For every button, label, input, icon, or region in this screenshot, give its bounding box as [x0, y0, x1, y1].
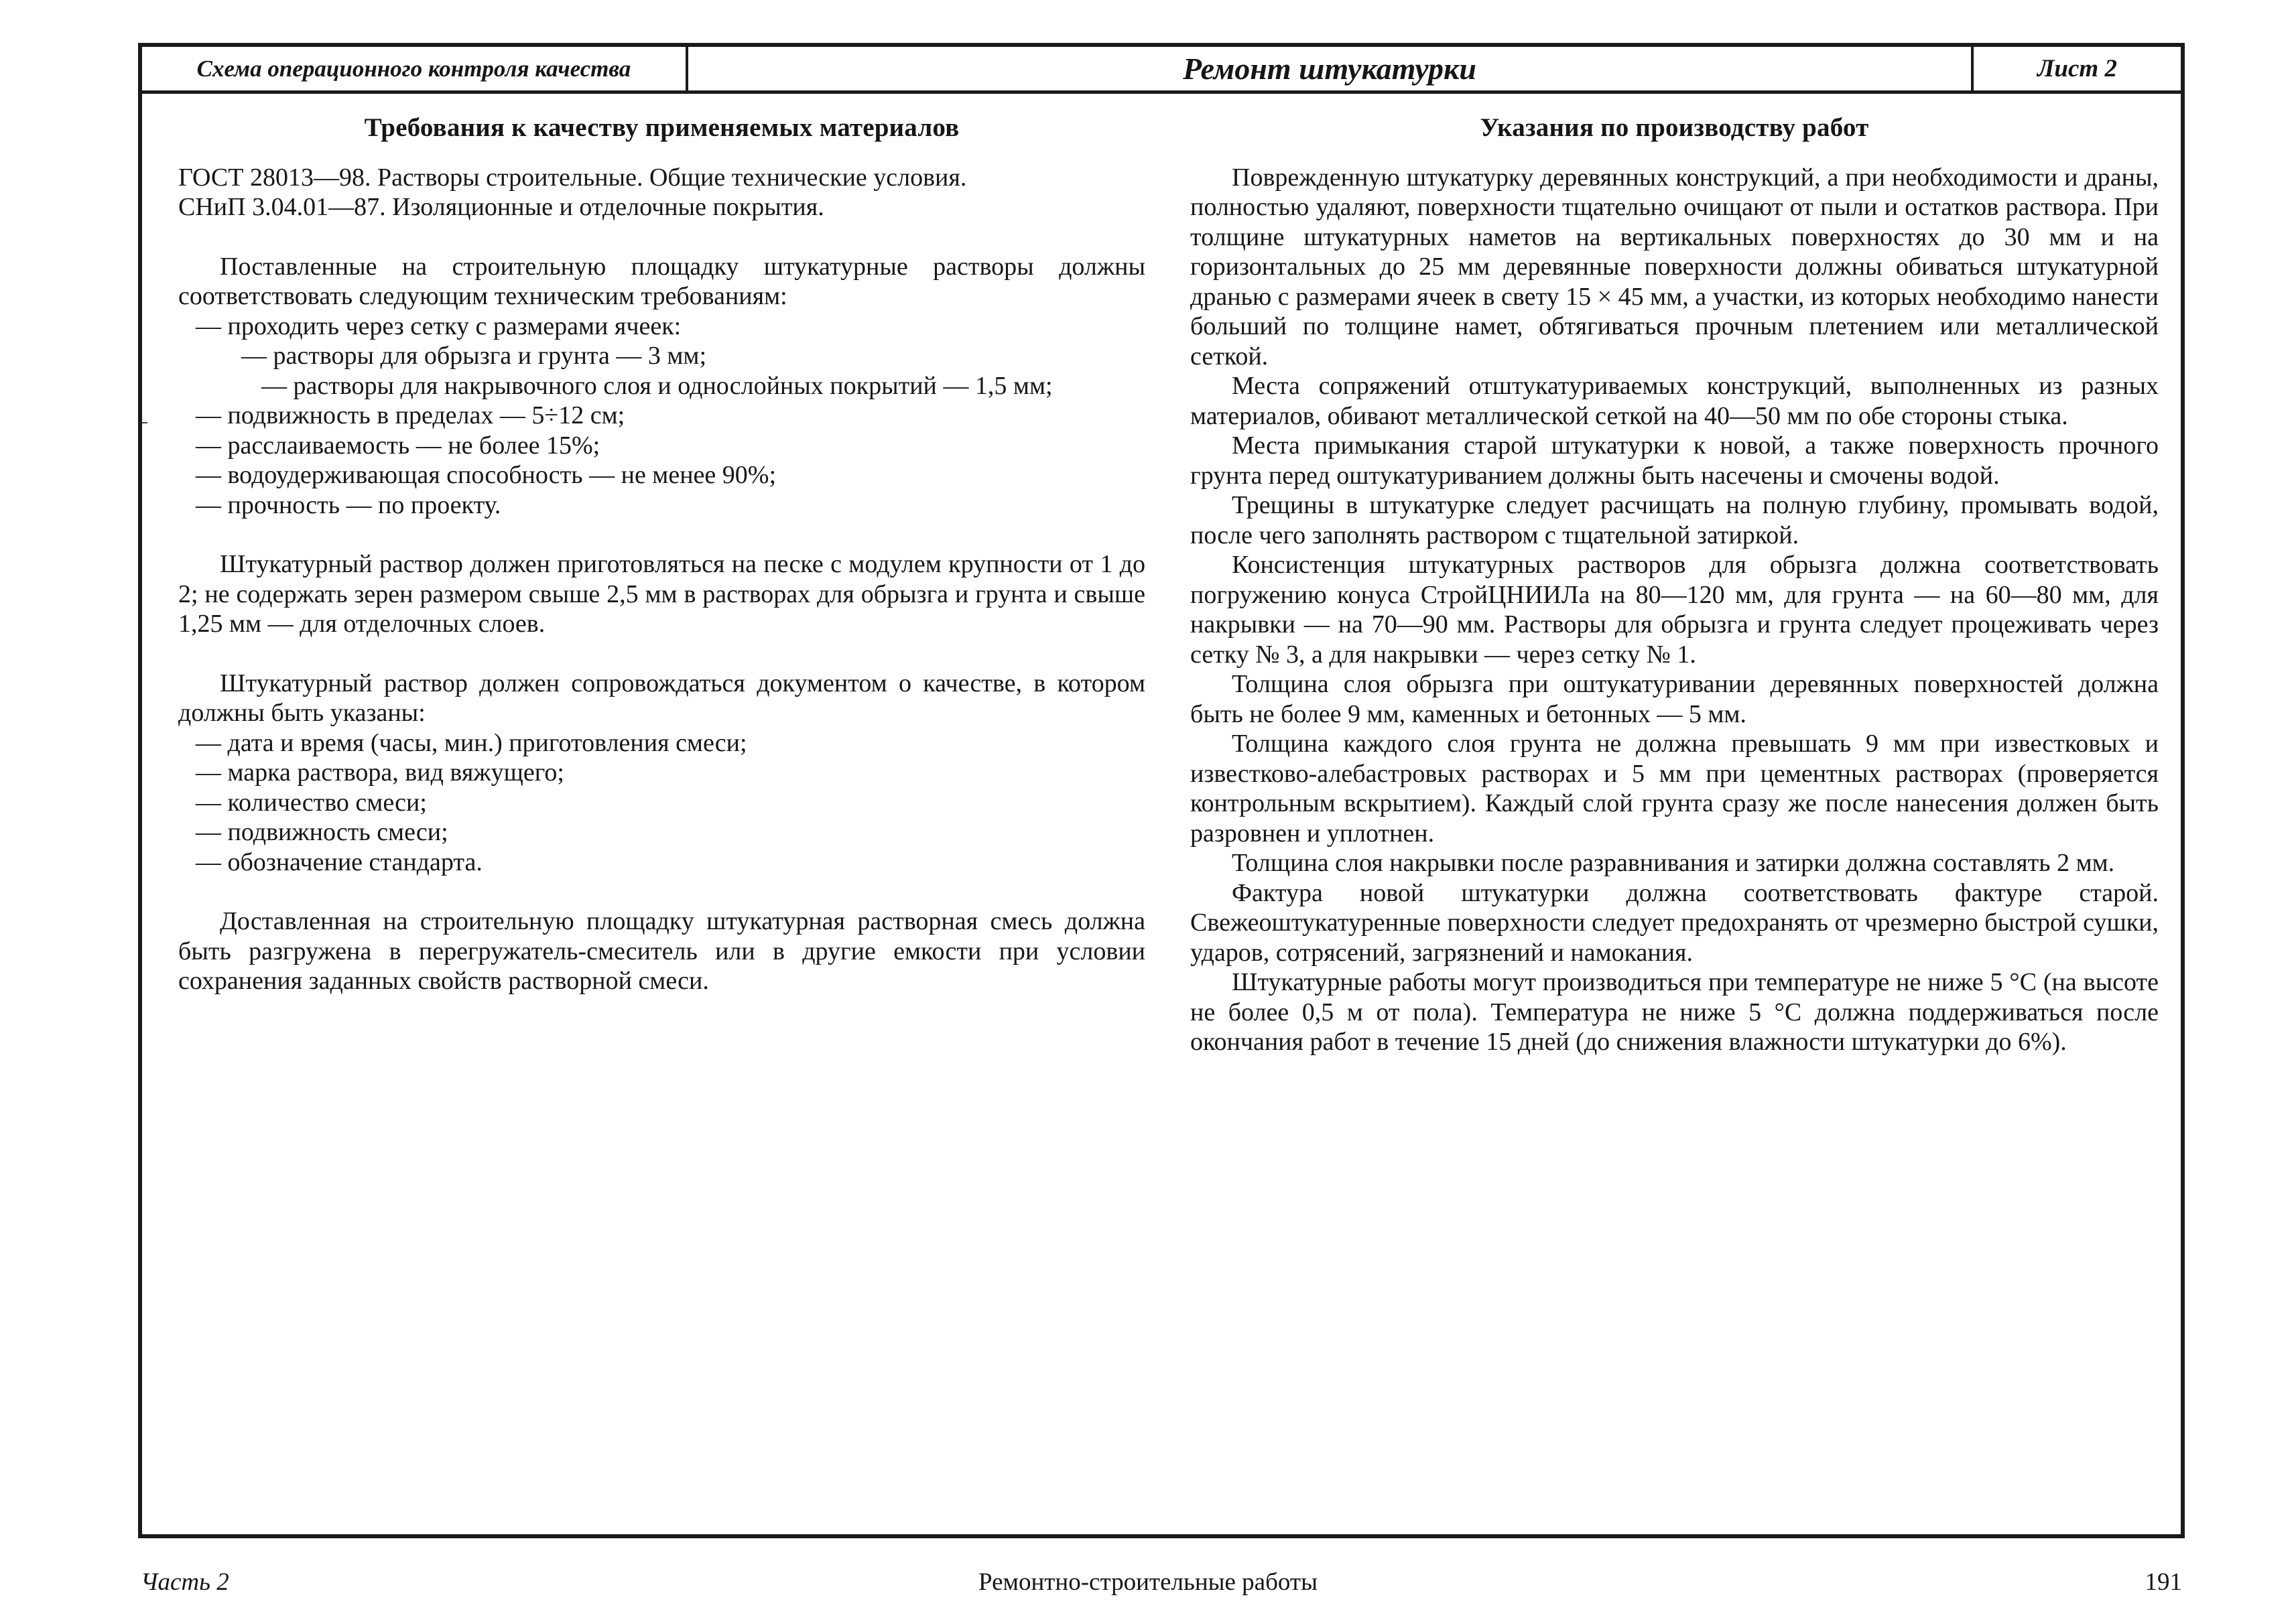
standard-snip: СНиП 3.04.01—87. Изоляционные и отделочные покрытия. [178, 193, 824, 222]
delivery-requirement: Доставленная на строительную площадку штукатурная растворная смесь должна быть разгружена в перегружатель-смеситель или в другие емкости при условии сохранения заданных свойств растворной смеси. [178, 907, 1145, 996]
page-number: 191 [2145, 1568, 2182, 1596]
requirement-sieve-sub-1: — растворы для обрызга и грунта — 3 мм; [241, 342, 707, 370]
quality-document-intro: Штукатурный раствор должен сопровождаться документом о качестве, в котором должны быть указаны: [178, 669, 1145, 728]
instruction-paragraph: Консистенция штукатурных растворов для обрызга должна соответствовать погружению конуса СтройЦНИИЛа на 80—120 мм, для грунта — на 60—80 мм, для накрывки — на 70—90 мм. Растворы для обрызга и грунта следует процеживать через сетку № 3, а для накрывки — через сетку № 1. [1190, 551, 2159, 669]
document-item: — обозначение стандарта. [196, 848, 483, 876]
requirement-item: — водоудерживающая способность — не менее 90%; [196, 461, 777, 490]
page-frame [138, 43, 2185, 1538]
instruction-paragraph: Трещины в штукатурке следует расчищать на полную глубину, промывать водой, после чего заполнять раствором с тщательной затиркой. [1190, 491, 2159, 549]
instruction-paragraph: Поврежденную штукатурку деревянных конструкций, а при необходимости и драны, полностью удаляют, поверхности тщательно очищают от пыли и остатков раствора. При толщине штукатурных наметов на вертикальных поверхностях до 30 мм и на горизонтальных до 25 мм деревянные поверхности должны обиваться штукатурной дранью с размерами ячеек в свету 15 × 45 мм, а участки, из которых необходимо нанести больший по толщине намет, обтягиваться прочным плетением или металлической сеткой. [1190, 163, 2159, 370]
requirement-sieve-sub-2: — растворы для накрывочного слоя и однослойных покрытий — 1,5 мм; [261, 371, 1053, 400]
footer-part: Часть 2 [141, 1568, 229, 1596]
work-instructions-heading: Указания по производству работ [1480, 113, 1869, 142]
footer-section-title: Ремонтно-строительные работы [978, 1568, 1318, 1596]
work-instructions-column [1190, 114, 2159, 1057]
standard-gost: ГОСТ 28013—98. Растворы строительные. Общие технические условия. [178, 163, 967, 192]
instruction-paragraph: Толщина слоя обрызга при оштукатуривании деревянных поверхностей должна быть не более 9 мм, каменных и бетонных — 5 мм. [1190, 670, 2159, 728]
header-title: Ремонт штукатурки [1183, 52, 1476, 86]
header-sheet-number: Лист 2 [1971, 47, 2181, 90]
document-item: — марка раствора, вид вяжущего; [196, 758, 564, 787]
requirement-item: — расслаиваемость — не более 15%; [196, 431, 600, 460]
instruction-paragraph: Места сопряжений отштукатуриваемых конструкций, выполненных из разных материалов, обивают металлической сеткой на 40—50 мм по обе стороны стыка. [1190, 372, 2159, 430]
requirement-sieve: — проходить через сетку с размерами ячеек: [196, 312, 682, 340]
instruction-paragraph: Толщина слоя накрывки после разравнивания и затирки должна составлять 2 мм. [1232, 849, 2115, 878]
document-item: — подвижность смеси; [196, 818, 448, 847]
instruction-paragraph: Места примыкания старой штукатурки к новой, а также поверхность прочного грунта перед оштукатуриванием должны быть насечены и смочены водой. [1190, 431, 2159, 490]
instruction-paragraph: Штукатурные работы могут производиться при температуре не ниже 5 °С (на высоте не более 0,5 м от пола). Температура не ниже 5 °С должна поддерживаться после окончания работ в течение 15 дней (до снижения влажности штукатурки до 6%). [1190, 968, 2159, 1057]
instruction-paragraph: Фактура новой штукатурки должна соответствовать фактуре старой. Свежеоштукатуренные поверхности следует предохранять от чрезмерно быстрой сушки, ударов, сотрясений, загрязнений и намокания. [1190, 878, 2159, 967]
requirement-item: — подвижность в пределах — 5÷12 см; [196, 401, 625, 430]
instruction-paragraph: Толщина каждого слоя грунта не должна превышать 9 мм при известковых и известково-алебастровых растворах и 5 мм при цементных растворах (проверяется контрольным вскрытием). Каждый слой грунта сразу же после нанесения должен быть разровнен и уплотнен. [1190, 730, 2159, 848]
margin-mark [142, 422, 147, 423]
header-scheme-label: Схема операционного контроля качества [142, 47, 688, 90]
materials-column [178, 114, 1145, 996]
requirements-intro: Поставленные на строительную площадку штукатурные растворы должны соответствовать следующим техническим требованиям: [178, 252, 1145, 311]
document-item: — количество смеси; [196, 788, 427, 817]
sand-requirement: Штукатурный раствор должен приготовляться на песке с модулем крупности от 1 до 2; не содержать зерен размером свыше 2,5 мм в растворах для обрызга и грунта и свыше 1,25 мм — для отделочных слоев. [178, 550, 1145, 638]
materials-heading: Требования к качеству применяемых материалов [364, 113, 960, 142]
document-item: — дата и время (часы, мин.) приготовления смеси; [196, 728, 747, 757]
requirement-item: — прочность — по проекту. [196, 490, 501, 519]
header-table [142, 47, 2181, 94]
